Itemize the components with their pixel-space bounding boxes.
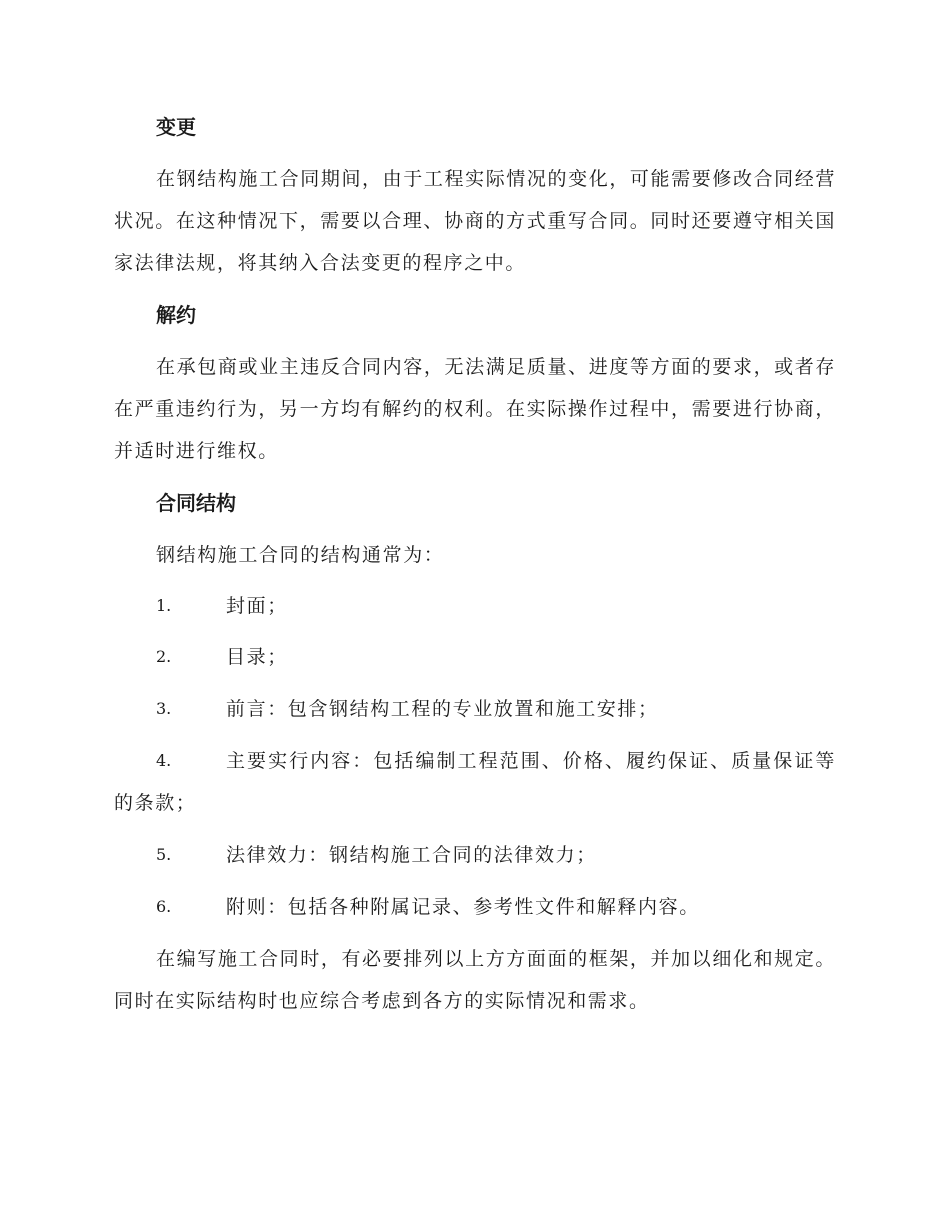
list-item-text: 主要实行内容：包括编制工程范围、价格、履约保证、质量保证等的条款； [114, 750, 836, 814]
list-item [114, 636, 836, 678]
section-paragraph-termination: 在承包商或业主违反合同内容，无法满足质量、进度等方面的要求，或者存在严重违约行为，另一方均有解约的权利。在实际操作过程中，需要进行协商，并适时进行维权。 [114, 356, 836, 462]
list-item-number: 2. [156, 647, 172, 666]
list-item [114, 688, 836, 730]
list-item [114, 834, 836, 876]
section-paragraph-change: 在钢结构施工合同期间，由于工程实际情况的变化，可能需要修改合同经营状况。在这种情况下，需要以合理、协商的方式重写合同。同时还要遵守相关国家法律法规，将其纳入合法变更的程序之中。 [114, 168, 836, 274]
structure-closing-paragraph: 在编写施工合同时，有必要排列以上方方面面的框架，并加以细化和规定。同时在实际结构时也应综合考虑到各方的实际情况和需求。 [114, 948, 836, 1012]
list-item-text: 法律效力：钢结构施工合同的法律效力； [226, 844, 597, 866]
section-heading-contract-structure: 合同结构 [156, 491, 236, 515]
structure-intro: 钢结构施工合同的结构通常为： [156, 544, 445, 566]
list-item-text: 封面； [226, 595, 288, 617]
list-item-text: 附则：包括各种附属记录、参考性文件和解释内容。 [226, 896, 700, 918]
section-heading-termination: 解约 [156, 303, 196, 327]
list-item-number: 5. [156, 845, 172, 864]
list-item [114, 886, 836, 928]
list-item [114, 585, 836, 627]
list-item-number: 6. [156, 897, 172, 916]
list-item-number: 1. [156, 596, 172, 615]
list-item-number: 4. [156, 751, 172, 770]
list-item [114, 740, 836, 824]
list-item-text: 前言：包含钢结构工程的专业放置和施工安排； [226, 698, 659, 720]
list-item-text: 目录； [226, 646, 288, 668]
list-item-number: 3. [156, 699, 172, 718]
section-heading-change: 变更 [156, 115, 196, 139]
